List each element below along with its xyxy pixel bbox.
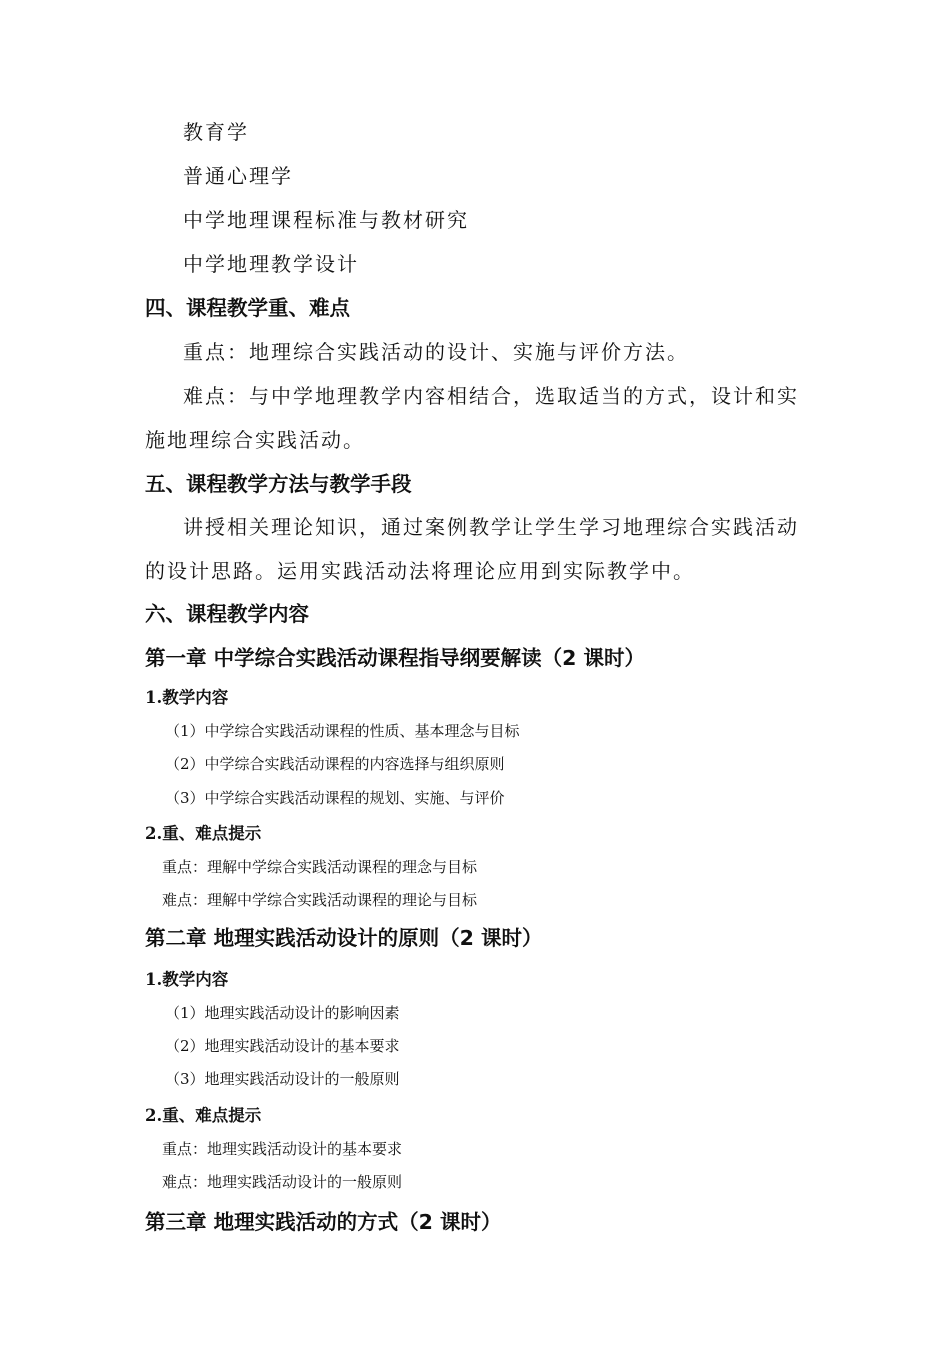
- hint-line: 难点：理解中学综合实践活动课程的理论与目标: [162, 891, 478, 909]
- subheading: 1.教学内容: [145, 688, 229, 707]
- hint-line: 重点：理解中学综合实践活动课程的理念与目标: [162, 858, 478, 876]
- chapter-title: 第二章 地理实践活动设计的原则（2 课时）: [145, 926, 543, 950]
- hint-line: 重点：地理实践活动设计的基本要求: [162, 1140, 403, 1158]
- course-item: 中学地理教学设计: [183, 252, 359, 276]
- chapter-title: 第三章 地理实践活动的方式（2 课时）: [145, 1210, 502, 1234]
- list-item: （1）中学综合实践活动课程的性质、基本理念与目标: [165, 722, 520, 740]
- hint-line: 难点：地理实践活动设计的一般原则: [162, 1173, 403, 1191]
- list-item: （1）地理实践活动设计的影响因素: [165, 1004, 400, 1022]
- course-item: 教育学: [183, 120, 249, 144]
- subheading: 1.教学内容: [145, 970, 229, 989]
- list-item: （2）中学综合实践活动课程的内容选择与组织原则: [165, 755, 505, 773]
- course-item: 普通心理学: [183, 164, 293, 188]
- section-heading: 六、课程教学内容: [145, 602, 309, 626]
- subheading: 2.重、难点提示: [145, 1106, 262, 1125]
- list-item: （3）中学综合实践活动课程的规划、实施、与评价: [165, 789, 505, 807]
- section-heading: 五、课程教学方法与教学手段: [145, 472, 412, 496]
- paragraph-line: 的设计思路。运用实践活动法将理论应用到实际教学中。: [145, 559, 695, 583]
- chapter-title: 第一章 中学综合实践活动课程指导纲要解读（2 课时）: [145, 646, 646, 670]
- list-item: （3）地理实践活动设计的一般原则: [165, 1070, 400, 1088]
- list-item: （2）地理实践活动设计的基本要求: [165, 1037, 400, 1055]
- section-heading: 四、课程教学重、难点: [145, 296, 350, 320]
- paragraph-line: 讲授相关理论知识，通过案例教学让学生学习地理综合实践活动: [183, 515, 799, 539]
- paragraph-line: 施地理综合实践活动。: [145, 428, 365, 452]
- subheading: 2.重、难点提示: [145, 824, 262, 843]
- paragraph-line: 难点：与中学地理教学内容相结合，选取适当的方式，设计和实: [183, 384, 799, 408]
- paragraph-line: 重点：地理综合实践活动的设计、实施与评价方法。: [183, 340, 689, 364]
- course-item: 中学地理课程标准与教材研究: [183, 208, 469, 232]
